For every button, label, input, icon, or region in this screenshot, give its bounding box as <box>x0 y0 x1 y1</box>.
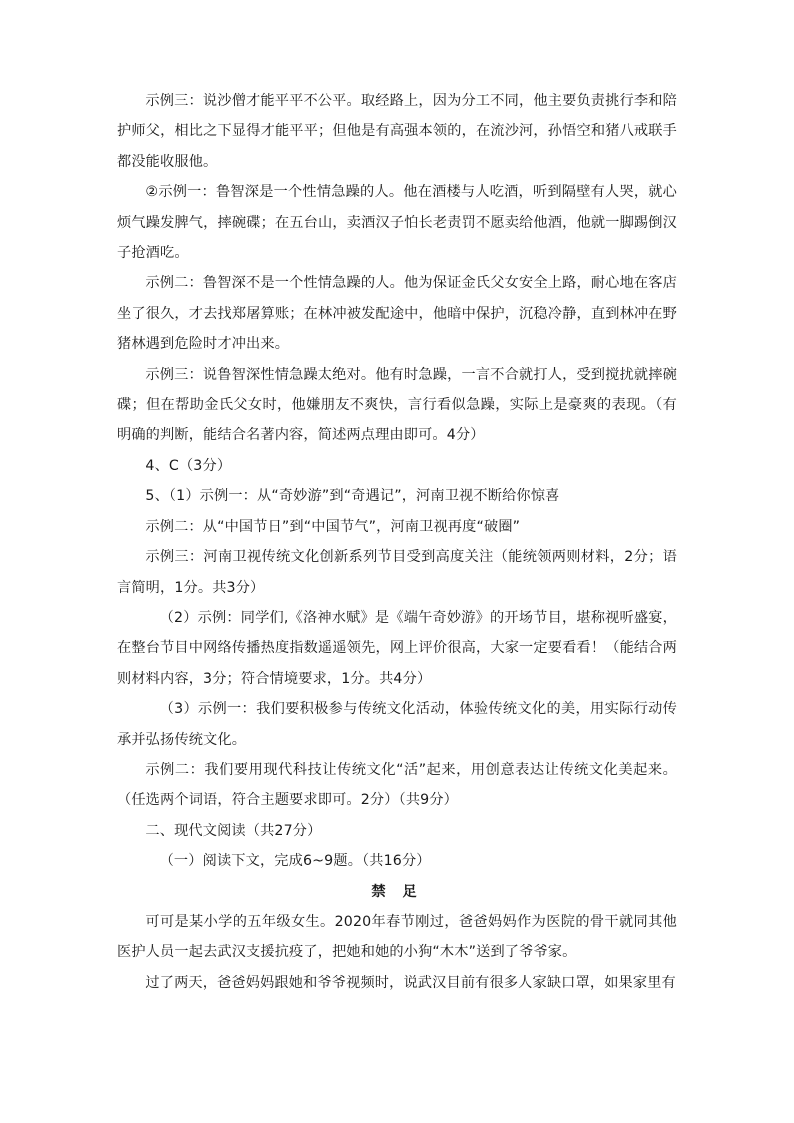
story-paragraph-1: 可可是某小学的五年级女生。2020年春节刚过，爸爸妈妈作为医院的骨干就同其他医护人员一起去武汉支援抗疫了，把她和她的小狗“木木”送到了爷爷家。 <box>117 913 677 961</box>
paragraph-example3-sha-seng: 示例三：说沙僧才能平平不公平。取经路上，因为分工不同，他主要负责挑行李和陪护师父，相比之下显得才能平平；但他是有高强本领的，在流沙河，孙悟空和猪八戒联手都没能收服他。 <box>117 93 677 170</box>
paragraph-example2-lu-zhishen: 示例二：鲁智深不是一个性情急躁的人。他为保证金氏父女安全上路，耐心地在客店坐了很久，才去找郑屠算账；在林冲被发配途中，他暗中保护，沉稳冷静，直到林冲在野猪林遇到危险时才冲出来。 <box>117 275 677 353</box>
section-heading-modern-reading: 二、现代文阅读（共27分） <box>145 822 322 839</box>
answer-5-3-example2: 示例二：我们要用现代科技让传统文化“活”起来，用创意表达让传统文化美起来。（任选两个词语，符合主题要求即可。2分）（共9分） <box>117 761 677 809</box>
paragraph-example1-lu-zhishen: ②示例一：鲁智深是一个性情急躁的人。他在酒楼与人吃酒，听到隔壁有人哭，就心烦气躁发脾气，摔碗碟；在五台山，卖酒汉子怕长老责罚不愿卖给他酒，他就一脚踢倒汉子抢酒吃。 <box>117 184 677 262</box>
answer-5-1-example1: 5、（1）示例一：从“奇妙游”到“奇遇记”，河南卫视不断给你惊喜 <box>145 488 560 505</box>
document-body <box>117 86 677 998</box>
answer-5-1-example3: 示例三：河南卫视传统文化创新系列节目受到高度关注（能统领两则材料，2分；语言简明，1分。共3分） <box>117 549 677 596</box>
subsection-heading-part1: （一）阅读下文，完成6~9题。（共16分） <box>159 853 431 870</box>
answer-5-2: （2）示例：同学们,《洛神水赋》是《端午奇妙游》的开场节目，堪称视听盛宴，在整台节目中网络传播热度指数遥遥领先，网上评价很高，大家一定要看看！（能结合两则材料内容，3分；符合情境要求，1分。共4分） <box>117 609 677 687</box>
paragraph-example3-lu-zhishen: 示例三：说鲁智深性情急躁太绝对。他有时急躁，一言不合就打人，受到搅扰就摔碗碟；但在帮助金氏父女时，他嫌朋友不爽快，言行看似急躁，实际上是豪爽的表现。（有明确的判断，能结合名著内容，简述两点理由即可。4分） <box>117 366 677 444</box>
story-title: 禁 足 <box>371 883 423 900</box>
answer-4: 4、C（3分） <box>145 457 232 474</box>
story-paragraph-2: 过了两天，爸爸妈妈跟她和爷爷视频时，说武汉目前有很多人家缺口罩，如果家里有 <box>145 974 676 991</box>
answer-5-1-example2: 示例二：从“中国节日”到“中国节气”，河南卫视再度“破圈” <box>145 518 521 535</box>
answer-5-3-example1: （3）示例一：我们要积极参与传统文化活动，体验传统文化的美，用实际行动传承并弘扬传统文化。 <box>117 701 677 748</box>
